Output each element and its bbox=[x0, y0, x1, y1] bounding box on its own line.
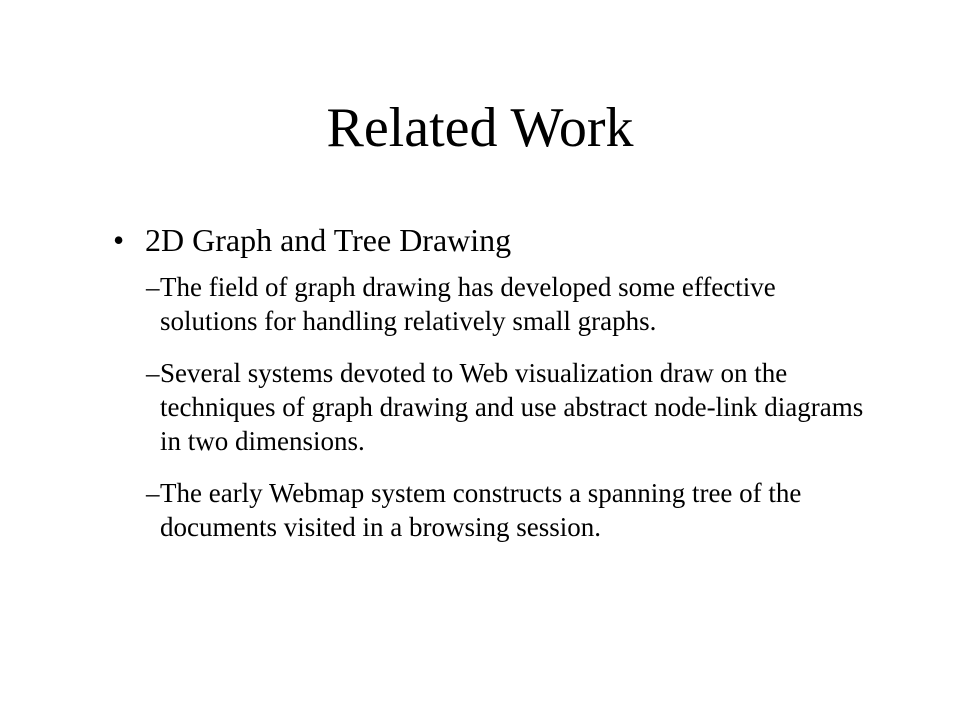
sub-bullet-text: The early Webmap system constructs a spanning tree of the documents visited in a browsing session. bbox=[160, 478, 802, 542]
sub-bullet-marker: – bbox=[146, 358, 160, 388]
slide-title: Related Work bbox=[326, 97, 634, 159]
sub-bullet-text: Several systems devoted to Web visualization draw on the techniques of graph drawing and use abstract node-link diagrams in two dimensions. bbox=[160, 358, 864, 456]
sub-bullet-marker: – bbox=[146, 272, 160, 302]
bullet-marker: • bbox=[113, 222, 125, 258]
bullet-text: 2D Graph and Tree Drawing bbox=[145, 222, 512, 258]
sub-bullet-text: The field of graph drawing has developed some effective solutions for handling relatively small graphs. bbox=[160, 272, 776, 336]
sub-bullet-marker: – bbox=[146, 478, 160, 508]
